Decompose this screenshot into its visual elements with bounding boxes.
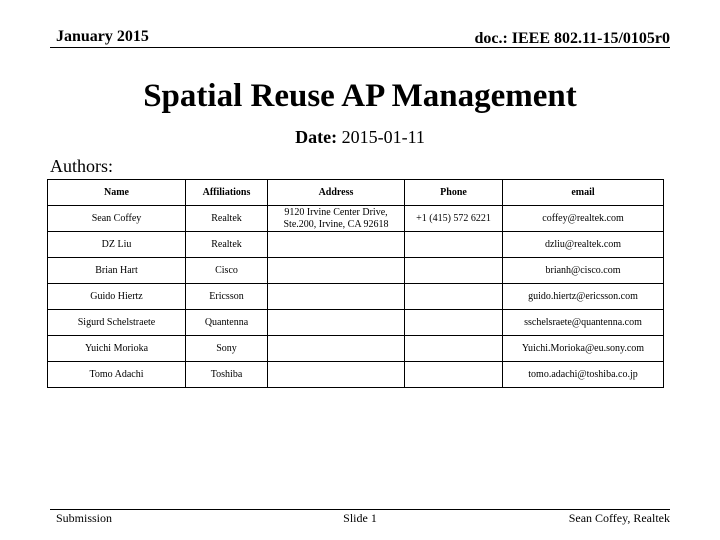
footer-author: Sean Coffey, Realtek <box>568 511 670 525</box>
cell-phone <box>405 336 503 362</box>
header-phone: Phone <box>405 180 503 206</box>
table-row <box>48 206 664 232</box>
header-date: January 2015 <box>56 28 149 45</box>
authors-table <box>47 179 664 388</box>
date-line <box>0 127 720 148</box>
cell-affiliation: Toshiba <box>186 362 268 388</box>
header-doc-id: doc.: IEEE 802.11-15/0105r0 <box>474 30 670 47</box>
cell-affiliation: Cisco <box>186 258 268 284</box>
date-label: Date: <box>295 127 338 147</box>
header-email: email <box>503 180 664 206</box>
cell-address <box>268 258 405 284</box>
cell-email: dzliu@realtek.com <box>503 232 664 258</box>
footer-divider <box>50 509 670 510</box>
table-header-row <box>48 180 664 206</box>
footer-submission: Submission <box>56 511 113 525</box>
cell-name: Tomo Adachi <box>48 362 186 388</box>
cell-email: Yuichi.Morioka@eu.sony.com <box>503 336 664 362</box>
header-affiliations: Affiliations <box>186 180 268 206</box>
table-row <box>48 284 664 310</box>
cell-address: 9120 Irvine Center Drive, Ste.200, Irvine, CA 92618 <box>268 206 405 232</box>
cell-affiliation: Realtek <box>186 206 268 232</box>
cell-address <box>268 284 405 310</box>
cell-name: Yuichi Morioka <box>48 336 186 362</box>
cell-email: brianh@cisco.com <box>503 258 664 284</box>
cell-name: Sigurd Schelstraete <box>48 310 186 336</box>
cell-phone <box>405 284 503 310</box>
table-row <box>48 362 664 388</box>
cell-email: guido.hiertz@ericsson.com <box>503 284 664 310</box>
authors-label: Authors: <box>50 156 113 176</box>
cell-address <box>268 336 405 362</box>
table-row <box>48 232 664 258</box>
table-row <box>48 258 664 284</box>
date-value: 2015-01-11 <box>341 127 425 147</box>
cell-address <box>268 362 405 388</box>
cell-affiliation: Sony <box>186 336 268 362</box>
header-address: Address <box>268 180 405 206</box>
cell-email: sschelsraete@quantenna.com <box>503 310 664 336</box>
header-divider <box>50 47 670 48</box>
cell-phone <box>405 258 503 284</box>
table-row <box>48 336 664 362</box>
table-row <box>48 310 664 336</box>
cell-name: DZ Liu <box>48 232 186 258</box>
cell-phone <box>405 232 503 258</box>
slide-title: Spatial Reuse AP Management <box>143 78 577 114</box>
cell-phone <box>405 310 503 336</box>
cell-phone <box>405 362 503 388</box>
cell-address <box>268 310 405 336</box>
cell-affiliation: Realtek <box>186 232 268 258</box>
cell-name: Sean Coffey <box>48 206 186 232</box>
cell-email: coffey@realtek.com <box>503 206 664 232</box>
cell-affiliation: Quantenna <box>186 310 268 336</box>
cell-address <box>268 232 405 258</box>
cell-name: Brian Hart <box>48 258 186 284</box>
cell-phone: +1 (415) 572 6221 <box>405 206 503 232</box>
cell-name: Guido Hiertz <box>48 284 186 310</box>
cell-affiliation: Ericsson <box>186 284 268 310</box>
footer-slide-number: Slide 1 <box>343 511 377 525</box>
header-name: Name <box>48 180 186 206</box>
cell-email: tomo.adachi@toshiba.co.jp <box>503 362 664 388</box>
